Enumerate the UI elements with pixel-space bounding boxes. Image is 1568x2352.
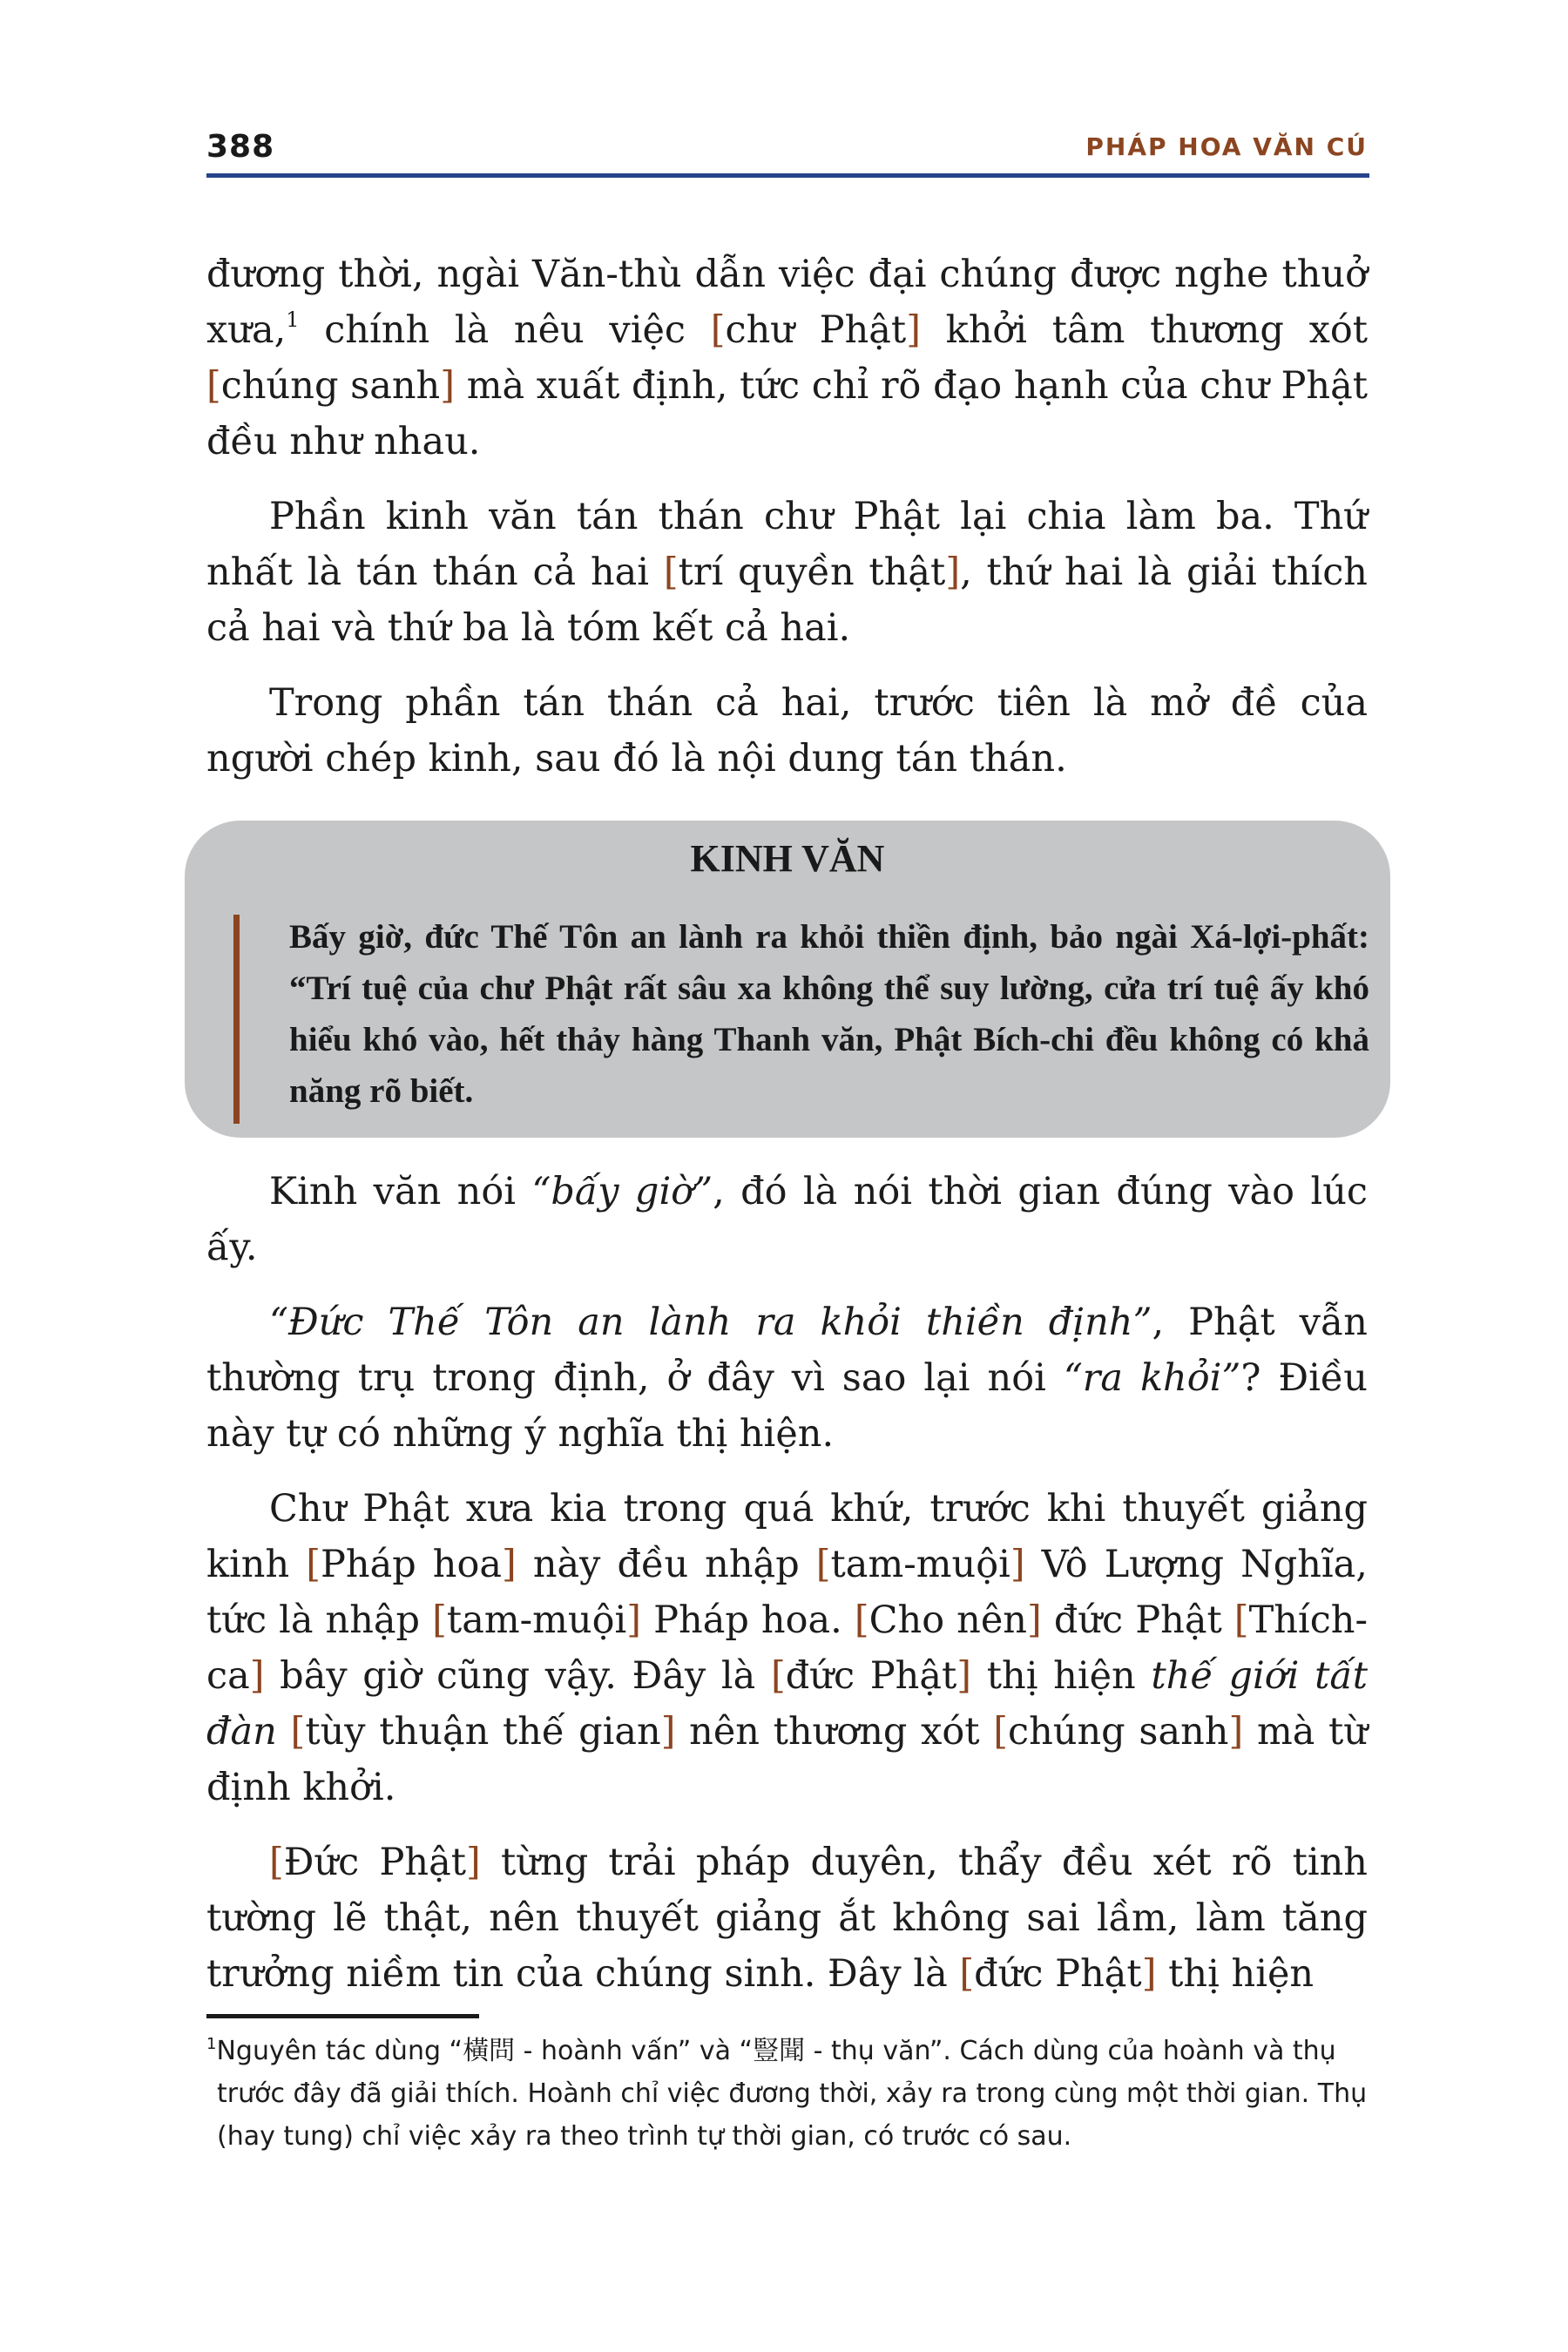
footnote-rule [206,2014,479,2018]
running-title: PHÁP HOA VĂN CÚ [1085,132,1368,161]
paragraph-7: [Đức Phật] từng trải pháp duyên, thẩy đều xét rõ tinh tường lẽ thật, nên thuyết giảng ắt không sai lầm, làm tăng trưởng niềm tin của chúng sinh. Đây là [đức Phật] thị hiện [206,1841,1368,1996]
scripture-box [185,821,1390,1138]
bracket-insert: tam-muội [830,1543,1010,1586]
bracket-insert: tùy thuận thế gian [305,1710,661,1754]
page-number: 388 [206,129,275,165]
bracket-insert: Thích-ca [206,1598,1368,1698]
footnote-marker: 1 [206,2035,217,2053]
scripture-text: Bấy giờ, đức Thế Tôn an lành ra khỏi thiền định, bảo ngài Xá-lợi-phất: “Trí tuệ của chư Phật rất sâu xa không thể suy lường, cửa trí tuệ ấy khó hiểu khó vào, hết thảy hàng Thanh văn, Phật Bích-chi đều không có khả năng rõ biết. [289,918,1369,1110]
bracket-insert: đức Phật [785,1654,957,1698]
paragraph-3: Trong phần tán thán cả hai, trước tiên là mở đề của người chép kinh, sau đó là nội dung tán thán. [206,681,1368,781]
paragraph-5: “Đức Thế Tôn an lành ra khỏi thiền định”, Phật vẫn thường trụ trong định, ở đây vì sao lại nói “ra khỏi”? Điều này tự có những ý nghĩa thị hiện. [206,1301,1369,1456]
bracket-insert: tam-muội [446,1598,627,1642]
footnote [206,2030,1368,2158]
scripture-quote-bar [233,915,240,1124]
bracket-insert: Cho nên [868,1598,1028,1642]
bracket-insert: trí quyền thật [678,551,946,594]
body-block-top [206,247,1368,787]
paragraph-2: Phần kinh văn tán thán chư Phật lại chia làm ba. Thứ nhất là tán thán cả hai [trí quyền thật], thứ hai là giải thích cả hai và thứ ba là tóm kết cả hai. [206,495,1368,650]
header-rule [206,173,1369,178]
bracket-insert: chúng sanh [220,364,441,408]
bracket-insert: Đức Phật [283,1841,467,1884]
footnote-text-block [206,2030,1368,2158]
footnote-ref[interactable]: 1 [286,308,300,332]
scripture-box-title: KINH VĂN [690,837,885,880]
paragraph-4: Kinh văn nói “bấy giờ”, đó là nói thời gian đúng vào lúc ấy. [206,1170,1368,1269]
bracket-insert: chư Phật [725,308,907,352]
bracket-insert: Pháp hoa [321,1543,503,1586]
paragraph-6: Chư Phật xưa kia trong quá khứ, trước khi thuyết giảng kinh [Pháp hoa] này đều nhập [tam-muội] Vô Lượng Nghĩa, tức là nhập [tam-muội] Pháp hoa. [Cho nên] đức Phật [Thích-ca] bây giờ cũng vậy. Đây là [đức Phật] thị hiện thế giới tất đàn [tùy thuận thế gian] nên thương xót [chúng sanh] mà từ định khởi. [206,1487,1369,1809]
paragraph-1: đương thời, ngài Văn-thù dẫn việc đại chúng được nghe thuở xưa,$^1$ chính là nêu việc [chư Phật] khởi tâm thương xót [chúng sanh] mà xuất định, tức chỉ rõ đạo hạnh của chư Phật đều như nhau. [206,253,1368,463]
page-header [206,122,1368,174]
bracket-insert: đức Phật [974,1952,1142,1996]
body-block-bottom [206,1164,1368,2002]
bracket-insert: chúng sanh [1008,1710,1229,1754]
footnote-text: Nguyên tác dùng “橫問 - hoành vấn” và “豎聞 - thụ văn”. Cách dùng của hoành và thụ trước đây đã giải thích. Hoành chỉ việc đương thời, xảy ra trong cùng một thời gian. Thụ (hay tung) chỉ việc xảy ra theo trình tự thời gian, có trước có sau. [216,2036,1368,2152]
